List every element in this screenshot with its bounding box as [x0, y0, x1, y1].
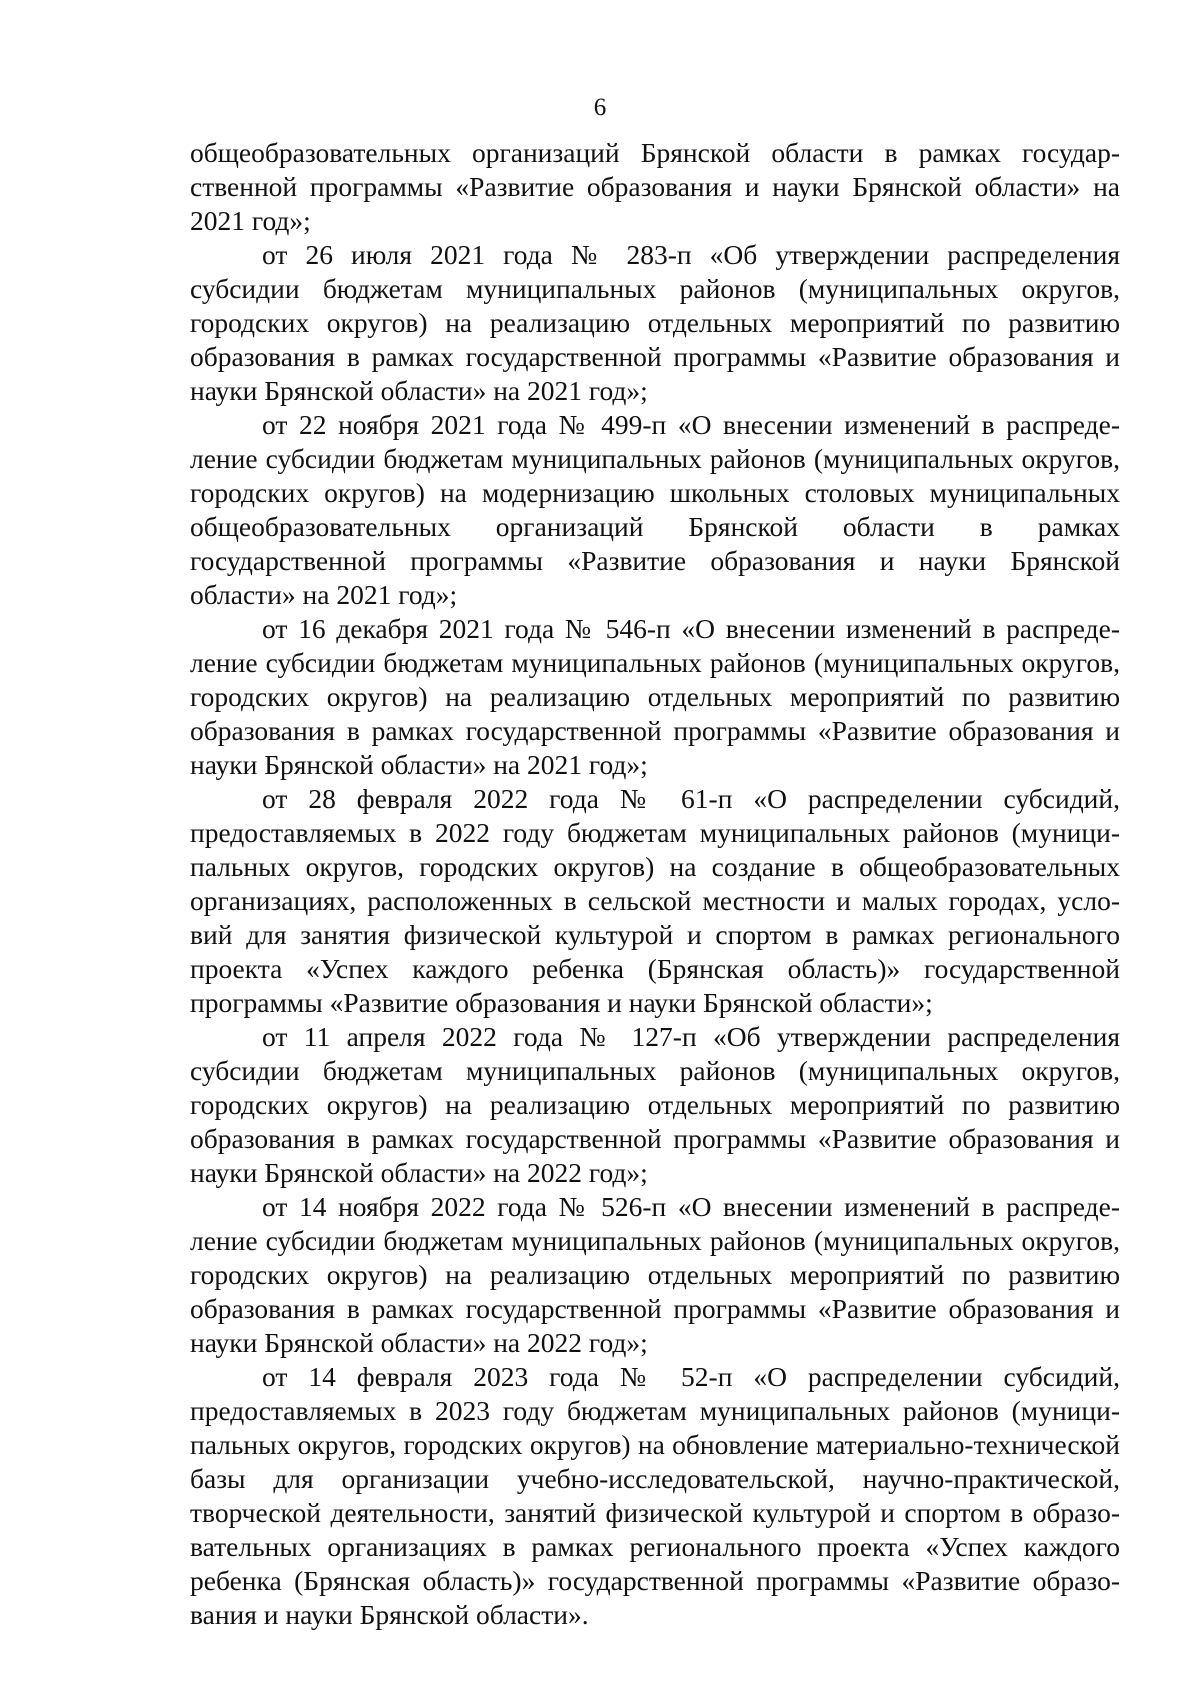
paragraph-decree-546: от 16 декабря 2021 года № 546-п «О внесении изменений в распределение субсидии бюджетам муниципальных районов (муниципальных округов, городских округов) на реализацию отдельных мероприятий по развитию образования в рамках государственной программы «Развитие образования и науки Брянской области» на 2021 год»;	[190, 613, 1120, 780]
paragraph-decree-61: от 28 февраля 2022 года № 61-п «О распределении субсидий, предоставляемых в 2022 году бюджетам муниципальных районов (муниципальных округов, городских округов) на создание в общеобразовательных организациях, расположенных в сельской местности и малых городах, условий для занятия физической культурой и спортом в рамках регионального проекта «Успех каждого ребенка (Брянская область)» государственной программы «Развитие образования и науки Брянской области»;	[190, 783, 1120, 1018]
paragraph-decree-499: от 22 ноября 2021 года № 499-п «О внесении изменений в распределение субсидии бюджетам муниципальных районов (муниципальных округов, городских округов) на модернизацию школьных столовых муниципальных общеобразовательных организаций Брянской области в рамках государственной программы «Развитие образования и науки Брянской области» на 2021 год»;	[190, 409, 1120, 610]
paragraph-decree-52: от 14 февраля 2023 года № 52-п «О распределении субсидий, предоставляемых в 2023 году бюджетам муниципальных районов (муниципальных округов, городских округов) на обновление материально-технической базы для организации учебно-исследовательской, научно-практической, творческой деятельности, занятий физической культурой и спортом в образовательных организациях в рамках регионального проекта «Успех каждого ребенка (Брянская область)» государственной программы «Развитие образования и науки Брянской области».	[190, 1361, 1120, 1630]
paragraph-continuation: общеобразовательных организаций Брянской области в рамках государственной программы «Развитие образования и науки Брянской области» на 2021 год»;	[190, 137, 1120, 236]
paragraph-decree-526: от 14 ноября 2022 года № 526-п «О внесении изменений в распределение субсидии бюджетам муниципальных районов (муниципальных округов, городских округов) на реализацию отдельных мероприятий по развитию образования в рамках государственной программы «Развитие образования и науки Брянской области» на 2022 год»;	[190, 1191, 1120, 1358]
page-number: 6	[593, 94, 607, 121]
paragraph-decree-283: от 26 июля 2021 года № 283-п «Об утверждении распределения субсидии бюджетам муниципальных районов (муниципальных округов, городских округов) на реализацию отдельных мероприятий по развитию образования в рамках государственной программы «Развитие образования и науки Брянской области» на 2021 год»;	[190, 239, 1120, 406]
body-text	[190, 136, 1120, 1632]
paragraph-decree-127: от 11 апреля 2022 года № 127-п «Об утверждении распределения субсидии бюджетам муниципальных районов (муниципальных округов, городских округов) на реализацию отдельных мероприятий по развитию образования в рамках государственной программы «Развитие образования и науки Брянской области» на 2022 год»;	[190, 1021, 1120, 1188]
